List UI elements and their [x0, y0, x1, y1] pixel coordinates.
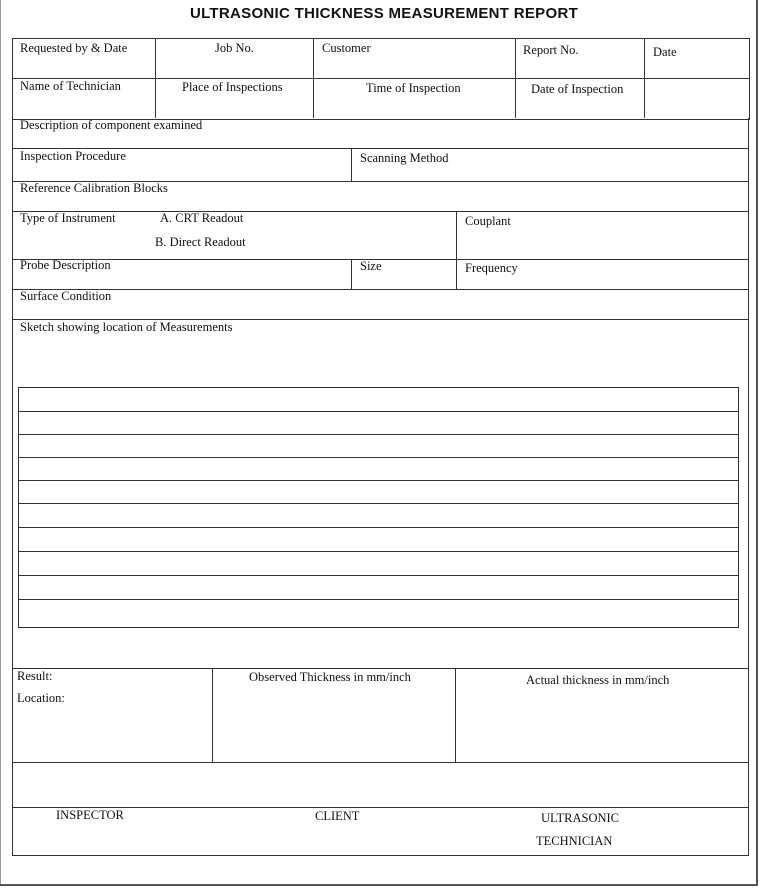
- results-divider: [212, 668, 213, 762]
- form-bottom-edge: [12, 855, 749, 856]
- technician-label-line1: ULTRASONIC: [541, 811, 620, 825]
- probe-description-label: Probe Description: [20, 258, 111, 272]
- time-of-inspection-label: Time of Inspection: [366, 81, 461, 95]
- row-divider: [12, 762, 749, 763]
- date-of-inspection-label: Date of Inspection: [531, 82, 624, 96]
- instrument-type-label: Type of Instrument: [20, 211, 116, 225]
- header-col-divider: [644, 38, 645, 118]
- page-border-right: [756, 0, 758, 885]
- couplant-label: Couplant: [465, 214, 511, 228]
- technician-name-label: Name of Technician: [20, 79, 121, 93]
- date-label: Date: [653, 45, 677, 59]
- grid-row-line: [18, 457, 738, 458]
- client-label: CLIENT: [315, 809, 360, 823]
- actual-thickness-label: Actual thickness in mm/inch: [526, 673, 670, 687]
- grid-row-line: [18, 527, 738, 528]
- size-divider: [456, 259, 457, 289]
- procedure-divider: [351, 148, 352, 181]
- surface-condition-label: Surface Condition: [20, 289, 112, 303]
- header-col-divider: [515, 38, 516, 118]
- customer-label: Customer: [322, 41, 371, 55]
- row-divider: [12, 668, 749, 669]
- header-col-divider: [155, 38, 156, 118]
- size-label: Size: [360, 259, 382, 273]
- form-left-edge: [12, 118, 13, 855]
- job-no-label: Job No.: [215, 41, 254, 55]
- inspector-label: INSPECTOR: [56, 808, 124, 822]
- grid-row-line: [18, 411, 738, 412]
- result-label: Result:: [17, 669, 53, 683]
- grid-row-line: [18, 551, 738, 552]
- header-row-divider: [12, 78, 749, 79]
- component-description-label: Description of component examined: [20, 118, 203, 132]
- frequency-label: Frequency: [465, 261, 518, 275]
- probe-divider: [351, 259, 352, 289]
- row-divider: [12, 289, 749, 290]
- scanning-method-label: Scanning Method: [360, 151, 449, 165]
- instrument-divider: [456, 211, 457, 259]
- observed-thickness-label: Observed Thickness in mm/inch: [249, 670, 411, 684]
- instrument-option-b: B. Direct Readout: [155, 235, 246, 249]
- row-divider: [12, 211, 749, 212]
- requested-by-label: Requested by & Date: [20, 41, 128, 55]
- header-col-divider: [313, 38, 314, 118]
- technician-label-line2: TECHNICIAN: [536, 834, 613, 848]
- calibration-blocks-label: Reference Calibration Blocks: [20, 181, 168, 195]
- location-label: Location:: [17, 691, 65, 705]
- form-right-edge: [748, 118, 749, 855]
- grid-row-line: [18, 480, 738, 481]
- measurement-grid: [18, 387, 739, 628]
- grid-row-line: [18, 599, 738, 600]
- page-border-left: [0, 0, 1, 885]
- inspection-procedure-label: Inspection Procedure: [20, 149, 126, 163]
- report-title: ULTRASONIC THICKNESS MEASUREMENT REPORT: [189, 5, 579, 22]
- grid-row-line: [18, 503, 738, 504]
- report-no-label: Report No.: [523, 43, 579, 57]
- place-of-inspection-label: Place of Inspections: [182, 80, 283, 94]
- results-divider: [455, 668, 456, 762]
- page-border-bottom: [0, 884, 758, 886]
- grid-row-line: [18, 434, 738, 435]
- instrument-option-a: A. CRT Readout: [160, 211, 244, 225]
- grid-row-line: [18, 575, 738, 576]
- sketch-label: Sketch showing location of Measurements: [20, 320, 233, 334]
